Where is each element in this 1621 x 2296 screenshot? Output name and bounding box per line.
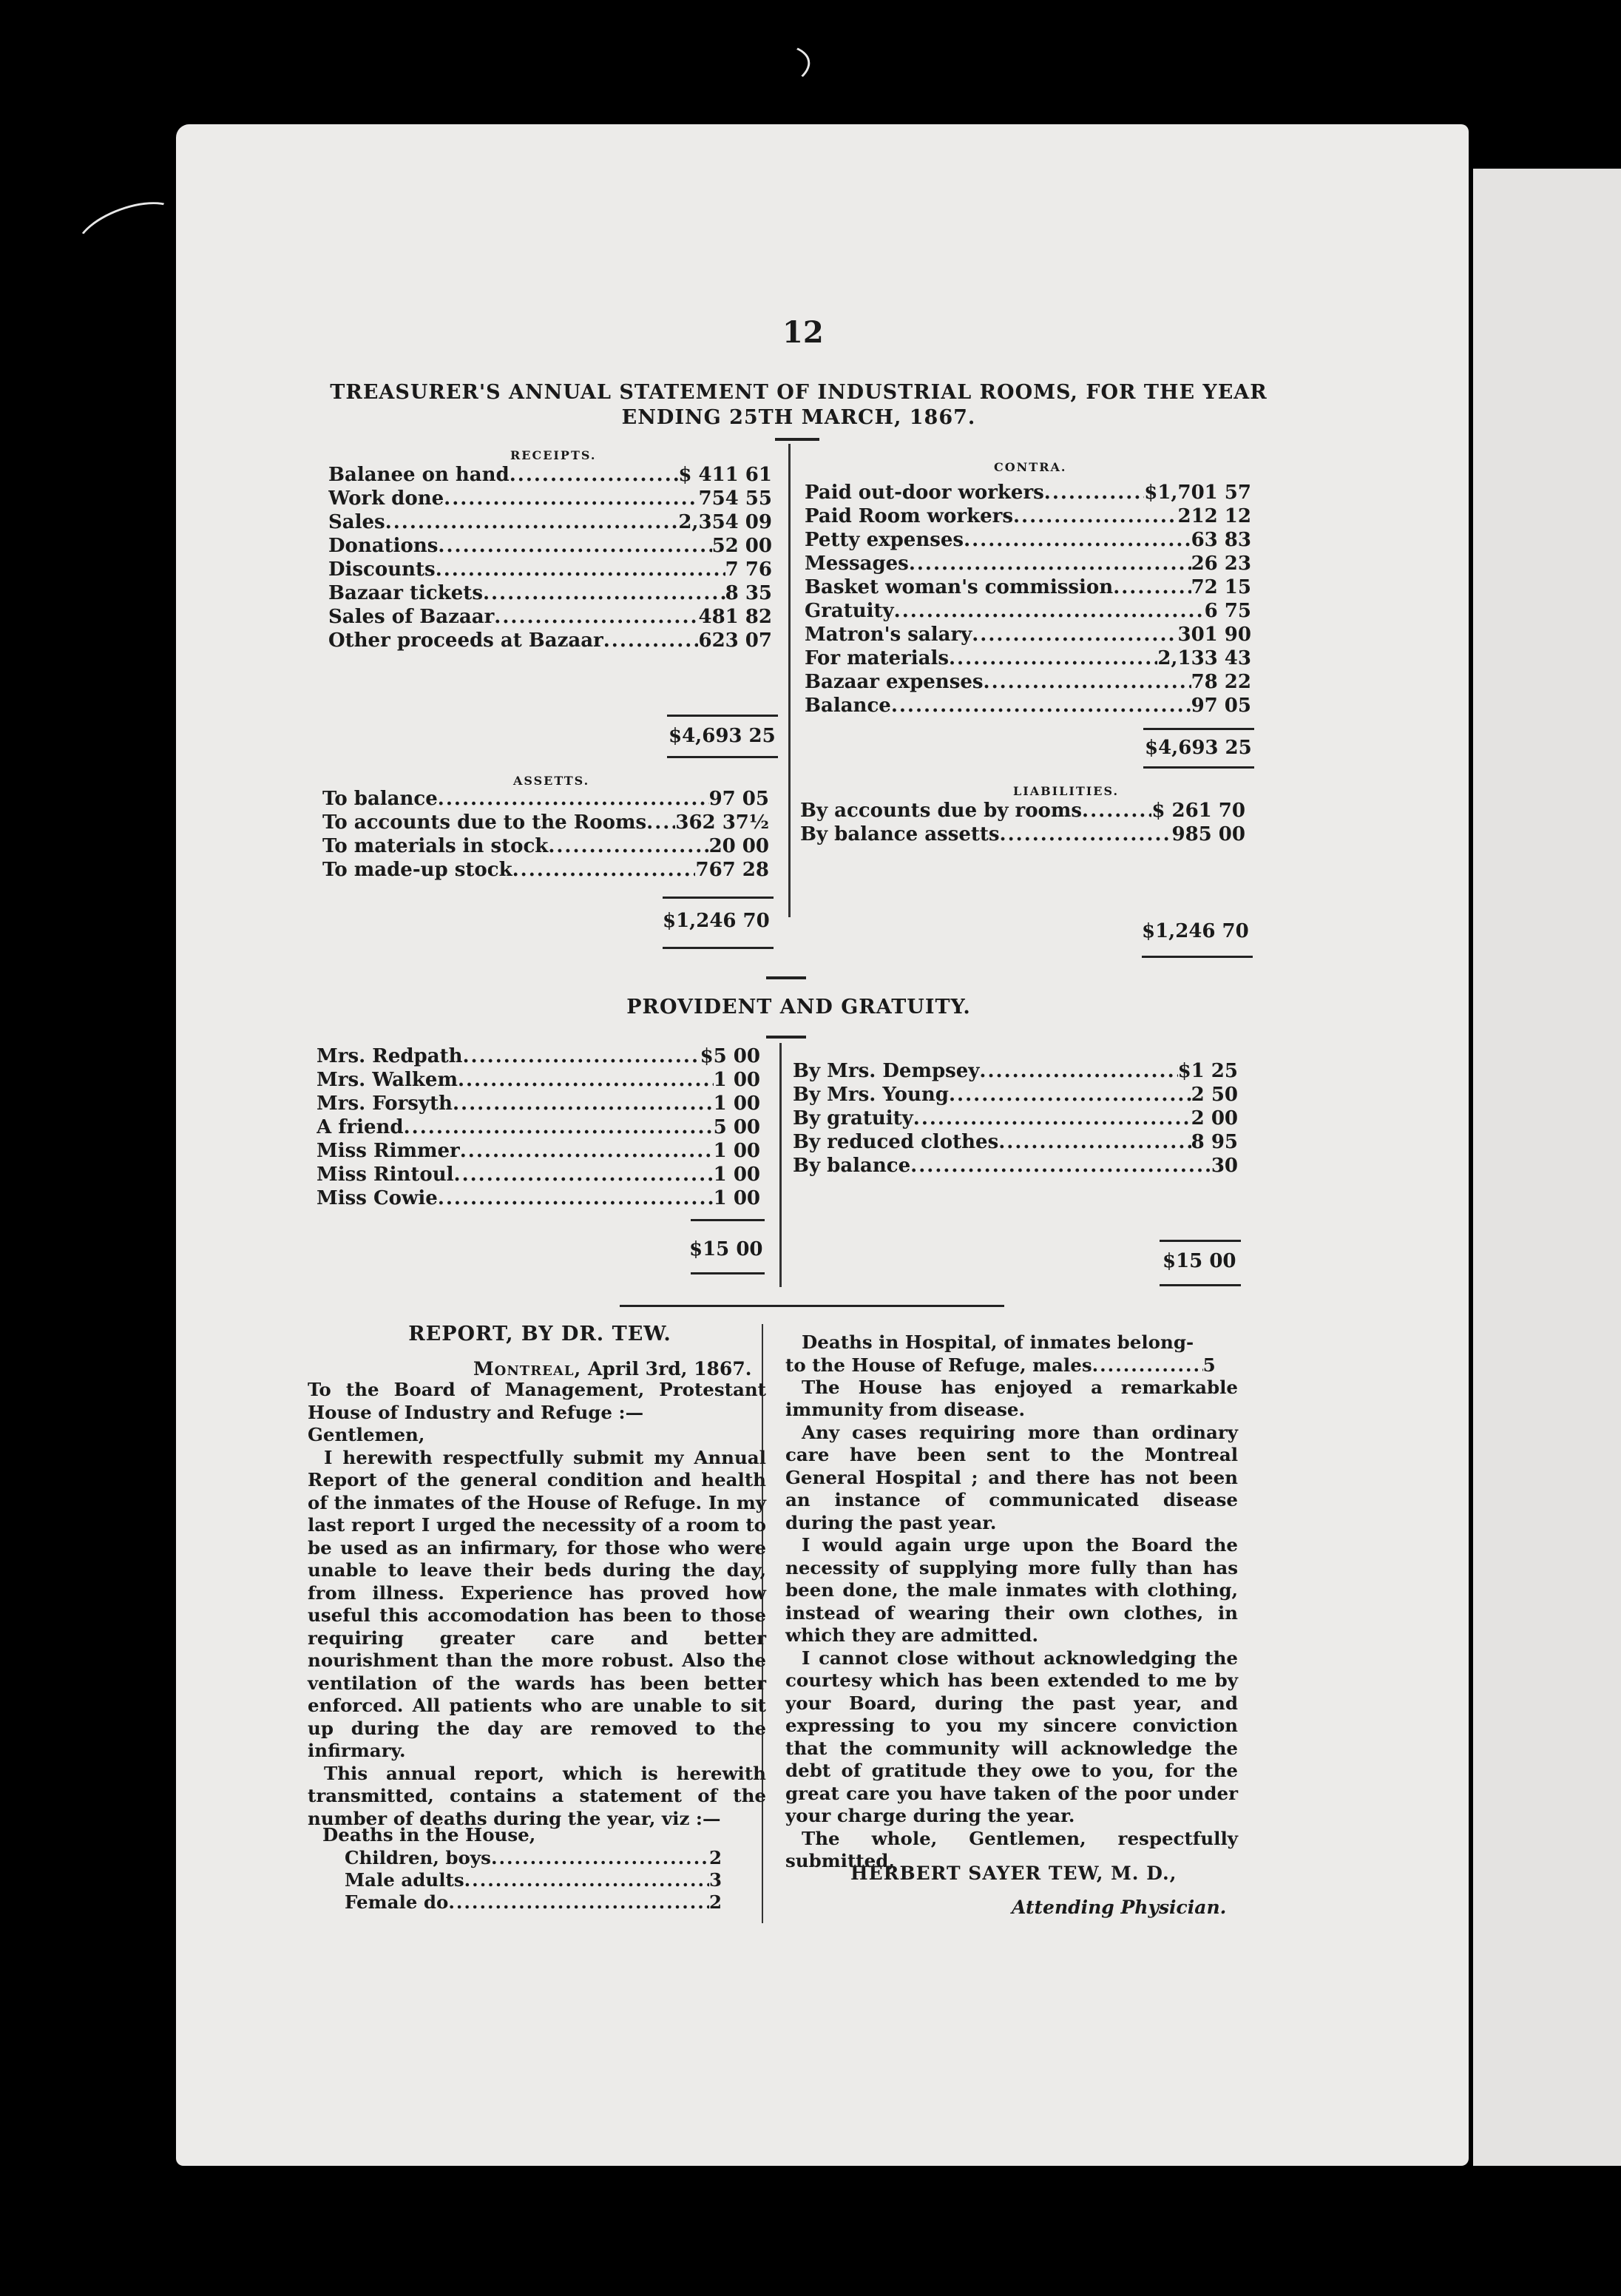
deaths-list — [322, 1824, 722, 1914]
asset-label: To made-up stock — [322, 859, 512, 881]
hospital-deaths-count: 5 — [1202, 1354, 1216, 1376]
receipt-amount: $ 411 61 — [678, 464, 772, 486]
signature-title: Attending Physician. — [1012, 1897, 1227, 1918]
contra-amount: 6 75 — [1204, 600, 1251, 622]
heading-line-2: ENDING 25TH MARCH, 1867. — [621, 406, 976, 429]
receipt-amount: 7 76 — [725, 558, 772, 581]
hospital-deaths-label: to the House of Refuge, males — [785, 1354, 1092, 1376]
liability-row — [800, 823, 1245, 846]
signature-name: HERBERT SAYER TEW, M. D., — [850, 1863, 1177, 1884]
contra-amount: 78 22 — [1191, 671, 1251, 693]
receipt-label: Sales — [328, 511, 385, 533]
liability-label: By accounts due by rooms — [800, 800, 1083, 822]
contra-label: Paid out-door workers — [805, 482, 1044, 504]
receipt-amount: 481 82 — [698, 606, 772, 628]
provident-row — [793, 1154, 1238, 1178]
provident-amount: $1 25 — [1177, 1060, 1238, 1082]
asset-amount: 20 00 — [708, 835, 769, 857]
contra-label: Matron's salary — [805, 624, 972, 646]
report-paragraph: Any cases requiring more than ordinary care have been sent to the Montreal General Hospital ; and there has not been an instance of communicated disease during the past year. — [785, 1421, 1238, 1533]
report-place: Montreal, — [473, 1358, 582, 1380]
liabilities-list — [800, 799, 1245, 846]
receipts-list — [328, 463, 772, 652]
contra-amount: 26 23 — [1191, 553, 1251, 575]
provident-label: By Mrs. Young — [793, 1084, 949, 1106]
contra-label: Paid Room workers — [805, 505, 1013, 527]
provident-amount: 1 00 — [713, 1093, 760, 1115]
report-paragraph: I cannot close without acknowledging the courtesy which has been extended to me by your Board, during the past year, and expressing to you my sincere conviction that the community will acknowledge the debt of gratitude they owe to you, for the great care you have taken of the poor under your charge during the year. — [785, 1647, 1238, 1826]
provident-title: PROVIDENT AND GRATUITY. — [626, 996, 971, 1019]
report-address: To the Board of Management, Protestant House of Industry and Refuge :— — [308, 1379, 766, 1423]
asset-row — [322, 787, 769, 811]
death-label: Male adults — [345, 1868, 464, 1891]
contra-title: CONTRA. — [994, 460, 1067, 474]
provident-row — [793, 1107, 1238, 1130]
provident-right-total-rule — [1160, 1240, 1241, 1242]
provident-label: Miss Rintoul — [317, 1164, 454, 1186]
assets-total-rule-bottom — [663, 947, 774, 949]
provident-row — [793, 1083, 1238, 1107]
provident-amount: 1 00 — [713, 1140, 760, 1162]
contra-amount: 97 05 — [1191, 695, 1251, 717]
death-count: 3 — [708, 1868, 722, 1891]
provident-amount: 1 00 — [713, 1069, 760, 1091]
receipt-amount: 623 07 — [698, 629, 772, 652]
provident-label: By balance — [793, 1155, 911, 1177]
receipt-row — [328, 629, 772, 652]
receipt-row — [328, 581, 772, 605]
provident-amount: 1 00 — [713, 1187, 760, 1209]
provident-divider — [779, 1043, 782, 1287]
asset-row — [322, 858, 769, 882]
receipt-row — [328, 510, 772, 534]
contra-amount: 2,133 43 — [1157, 647, 1251, 669]
dust-mark — [714, 37, 814, 101]
report-closing: The whole, Gentlemen, respectfully submitted, — [785, 1827, 1238, 1871]
receipt-label: Discounts — [328, 558, 436, 581]
provident-row — [793, 1130, 1238, 1154]
statement-heading — [325, 380, 1272, 430]
statement-divider — [788, 444, 791, 917]
provident-row — [317, 1163, 760, 1186]
death-row — [322, 1891, 722, 1914]
provident-row — [317, 1092, 760, 1115]
contra-total: $4,693 25 — [1145, 737, 1252, 759]
receipt-label: Bazaar tickets — [328, 582, 483, 604]
provident-label: Mrs. Walkem — [317, 1069, 458, 1091]
report-paragraph: I herewith respectfully submit my Annual Report of the general condition and health of the inmates of the House of Refuge. In my last report I urged the necessity of a room to be used as an infirmary, for those who were unable to leave their beds during the day, from illness. Experience has proved how useful this accomodation has been to those requiring greater care and better nourishment than the more robust. Also the ventilation of the wards has been better enforced. All patients who are unable to sit up during the day are removed to the infirmary. — [308, 1446, 766, 1761]
receipts-total-rule-bottom — [667, 756, 778, 758]
contra-amount: 301 90 — [1177, 624, 1251, 646]
heading-line-1: TREASURER'S ANNUAL STATEMENT OF INDUSTRIAL ROOMS, FOR THE YEAR — [330, 381, 1268, 404]
liability-row — [800, 799, 1245, 823]
death-count: 2 — [708, 1891, 722, 1913]
contra-total-rule — [1143, 728, 1254, 730]
death-row — [322, 1847, 722, 1869]
provident-label: A friend — [317, 1116, 404, 1138]
report-paragraph: This annual report, which is herewith transmitted, contains a statement of the number of deaths during the year, viz :— — [308, 1762, 766, 1829]
hospital-deaths-row — [785, 1354, 1238, 1377]
provident-amount: 5 00 — [713, 1116, 760, 1138]
assets-total: $1,246 70 — [663, 910, 770, 932]
contra-row — [805, 528, 1251, 552]
provident-label: By reduced clothes — [793, 1131, 999, 1153]
asset-label: To materials in stock — [322, 835, 549, 857]
receipt-amount: 754 55 — [698, 487, 772, 510]
contra-amount: 63 83 — [1191, 529, 1251, 551]
receipt-amount: 2,354 09 — [678, 511, 772, 533]
report-left-column — [308, 1379, 766, 1830]
contra-amount: $1,701 57 — [1144, 482, 1251, 504]
provident-amount: $5 00 — [700, 1045, 760, 1067]
liabilities-total-rule-bottom — [1142, 956, 1253, 958]
asset-label: To accounts due to the Rooms — [322, 811, 647, 834]
receipts-total-rule — [667, 715, 778, 717]
death-label: Children, boys — [345, 1846, 491, 1868]
contra-row — [805, 623, 1251, 646]
assets-total-rule — [663, 897, 774, 899]
receipt-row — [328, 558, 772, 581]
provident-left-list — [317, 1044, 760, 1210]
asset-amount: 97 05 — [708, 788, 769, 810]
contra-label: Gratuity — [805, 600, 894, 622]
contra-row — [805, 599, 1251, 623]
report-title: REPORT, BY DR. TEW. — [408, 1323, 671, 1345]
receipt-label: Balanee on hand — [328, 464, 510, 486]
dust-mark — [69, 190, 187, 273]
receipt-label: Other proceeds at Bazaar — [328, 629, 603, 652]
liability-amount: 985 00 — [1171, 823, 1245, 845]
liability-amount: $ 261 70 — [1151, 800, 1245, 822]
assets-list — [322, 787, 769, 882]
death-label: Female do — [345, 1891, 449, 1913]
hospital-deaths-line: Deaths in Hospital, of inmates belong- — [802, 1331, 1194, 1353]
deaths-heading: Deaths in the House, — [322, 1824, 536, 1846]
contra-label: For materials — [805, 647, 949, 669]
report-paragraph: The House has enjoyed a remarkable immunity from disease. — [785, 1376, 1238, 1420]
report-date: April 3rd, 1867. — [587, 1358, 752, 1380]
receipts-total: $4,693 25 — [669, 725, 776, 747]
contra-row — [805, 646, 1251, 670]
report-right-column — [785, 1331, 1238, 1873]
receipt-row — [328, 605, 772, 629]
receipt-label: Sales of Bazaar — [328, 606, 495, 628]
provident-label: Mrs. Forsyth — [317, 1093, 453, 1115]
provident-right-total: $15 00 — [1163, 1250, 1236, 1272]
death-count: 2 — [708, 1846, 722, 1868]
provident-label: By Mrs. Dempsey — [793, 1060, 980, 1082]
contra-label: Messages — [805, 553, 909, 575]
provident-amount: 1 00 — [713, 1164, 760, 1186]
provident-left-total-rule — [691, 1219, 765, 1221]
receipt-label: Work done — [328, 487, 444, 510]
asset-label: To balance — [322, 788, 438, 810]
assets-title: ASSETTS. — [513, 774, 590, 788]
liabilities-title: LIABILITIES. — [1013, 784, 1120, 798]
provident-row — [317, 1186, 760, 1210]
provident-row — [793, 1059, 1238, 1083]
contra-row — [805, 575, 1251, 599]
heading-rule — [775, 438, 819, 441]
section-rule — [766, 1036, 806, 1039]
asset-row — [322, 811, 769, 834]
provident-right-total-rule-bottom — [1160, 1284, 1241, 1286]
contra-row — [805, 552, 1251, 575]
report-separator — [620, 1305, 1004, 1307]
receipt-amount: 8 35 — [725, 582, 772, 604]
contra-row — [805, 481, 1251, 504]
adjacent-page-edge — [1473, 169, 1621, 2166]
provident-amount: 30 — [1211, 1155, 1238, 1177]
contra-row — [805, 670, 1251, 694]
receipts-title: RECEIPTS. — [510, 448, 597, 462]
liability-label: By balance assetts — [800, 823, 1000, 845]
provident-label: By gratuity — [793, 1107, 913, 1130]
provident-amount: 2 50 — [1191, 1084, 1238, 1106]
contra-label: Basket woman's commission — [805, 576, 1114, 598]
contra-row — [805, 504, 1251, 528]
provident-row — [317, 1044, 760, 1068]
provident-row — [317, 1139, 760, 1163]
provident-left-total: $15 00 — [689, 1238, 763, 1260]
provident-right-list — [793, 1059, 1238, 1178]
provident-label: Miss Rimmer — [317, 1140, 460, 1162]
provident-left-total-rule-bottom — [691, 1272, 765, 1274]
report-paragraph: I would again urge upon the Board the necessity of supplying more fully than has been done, the male inmates with clothing, instead of wearing their own clothes, in which they are admitted. — [785, 1534, 1238, 1646]
asset-row — [322, 834, 769, 858]
receipt-row — [328, 534, 772, 558]
page-number: 12 — [782, 315, 824, 350]
provident-label: Mrs. Redpath — [317, 1045, 463, 1067]
contra-list — [805, 481, 1251, 718]
receipt-label: Donations — [328, 535, 439, 557]
contra-amount: 212 12 — [1177, 505, 1251, 527]
receipt-amount: 52 00 — [711, 535, 772, 557]
death-row — [322, 1869, 722, 1891]
report-dateline — [473, 1358, 751, 1380]
provident-amount: 8 95 — [1191, 1131, 1238, 1153]
asset-amount: 767 28 — [695, 859, 769, 881]
provident-amount: 2 00 — [1191, 1107, 1238, 1130]
liabilities-total: $1,246 70 — [1142, 920, 1249, 942]
contra-label: Bazaar expenses — [805, 671, 984, 693]
section-rule — [766, 976, 806, 979]
report-salutation: Gentlemen, — [308, 1424, 425, 1445]
asset-amount: 362 37½ — [675, 811, 769, 834]
contra-label: Balance — [805, 695, 891, 717]
provident-row — [317, 1068, 760, 1092]
provident-row — [317, 1115, 760, 1139]
receipt-row — [328, 487, 772, 510]
contra-total-rule-bottom — [1143, 766, 1254, 769]
receipt-row — [328, 463, 772, 487]
contra-row — [805, 694, 1251, 718]
contra-amount: 72 15 — [1191, 576, 1251, 598]
contra-label: Petty expenses — [805, 529, 964, 551]
provident-label: Miss Cowie — [317, 1187, 438, 1209]
